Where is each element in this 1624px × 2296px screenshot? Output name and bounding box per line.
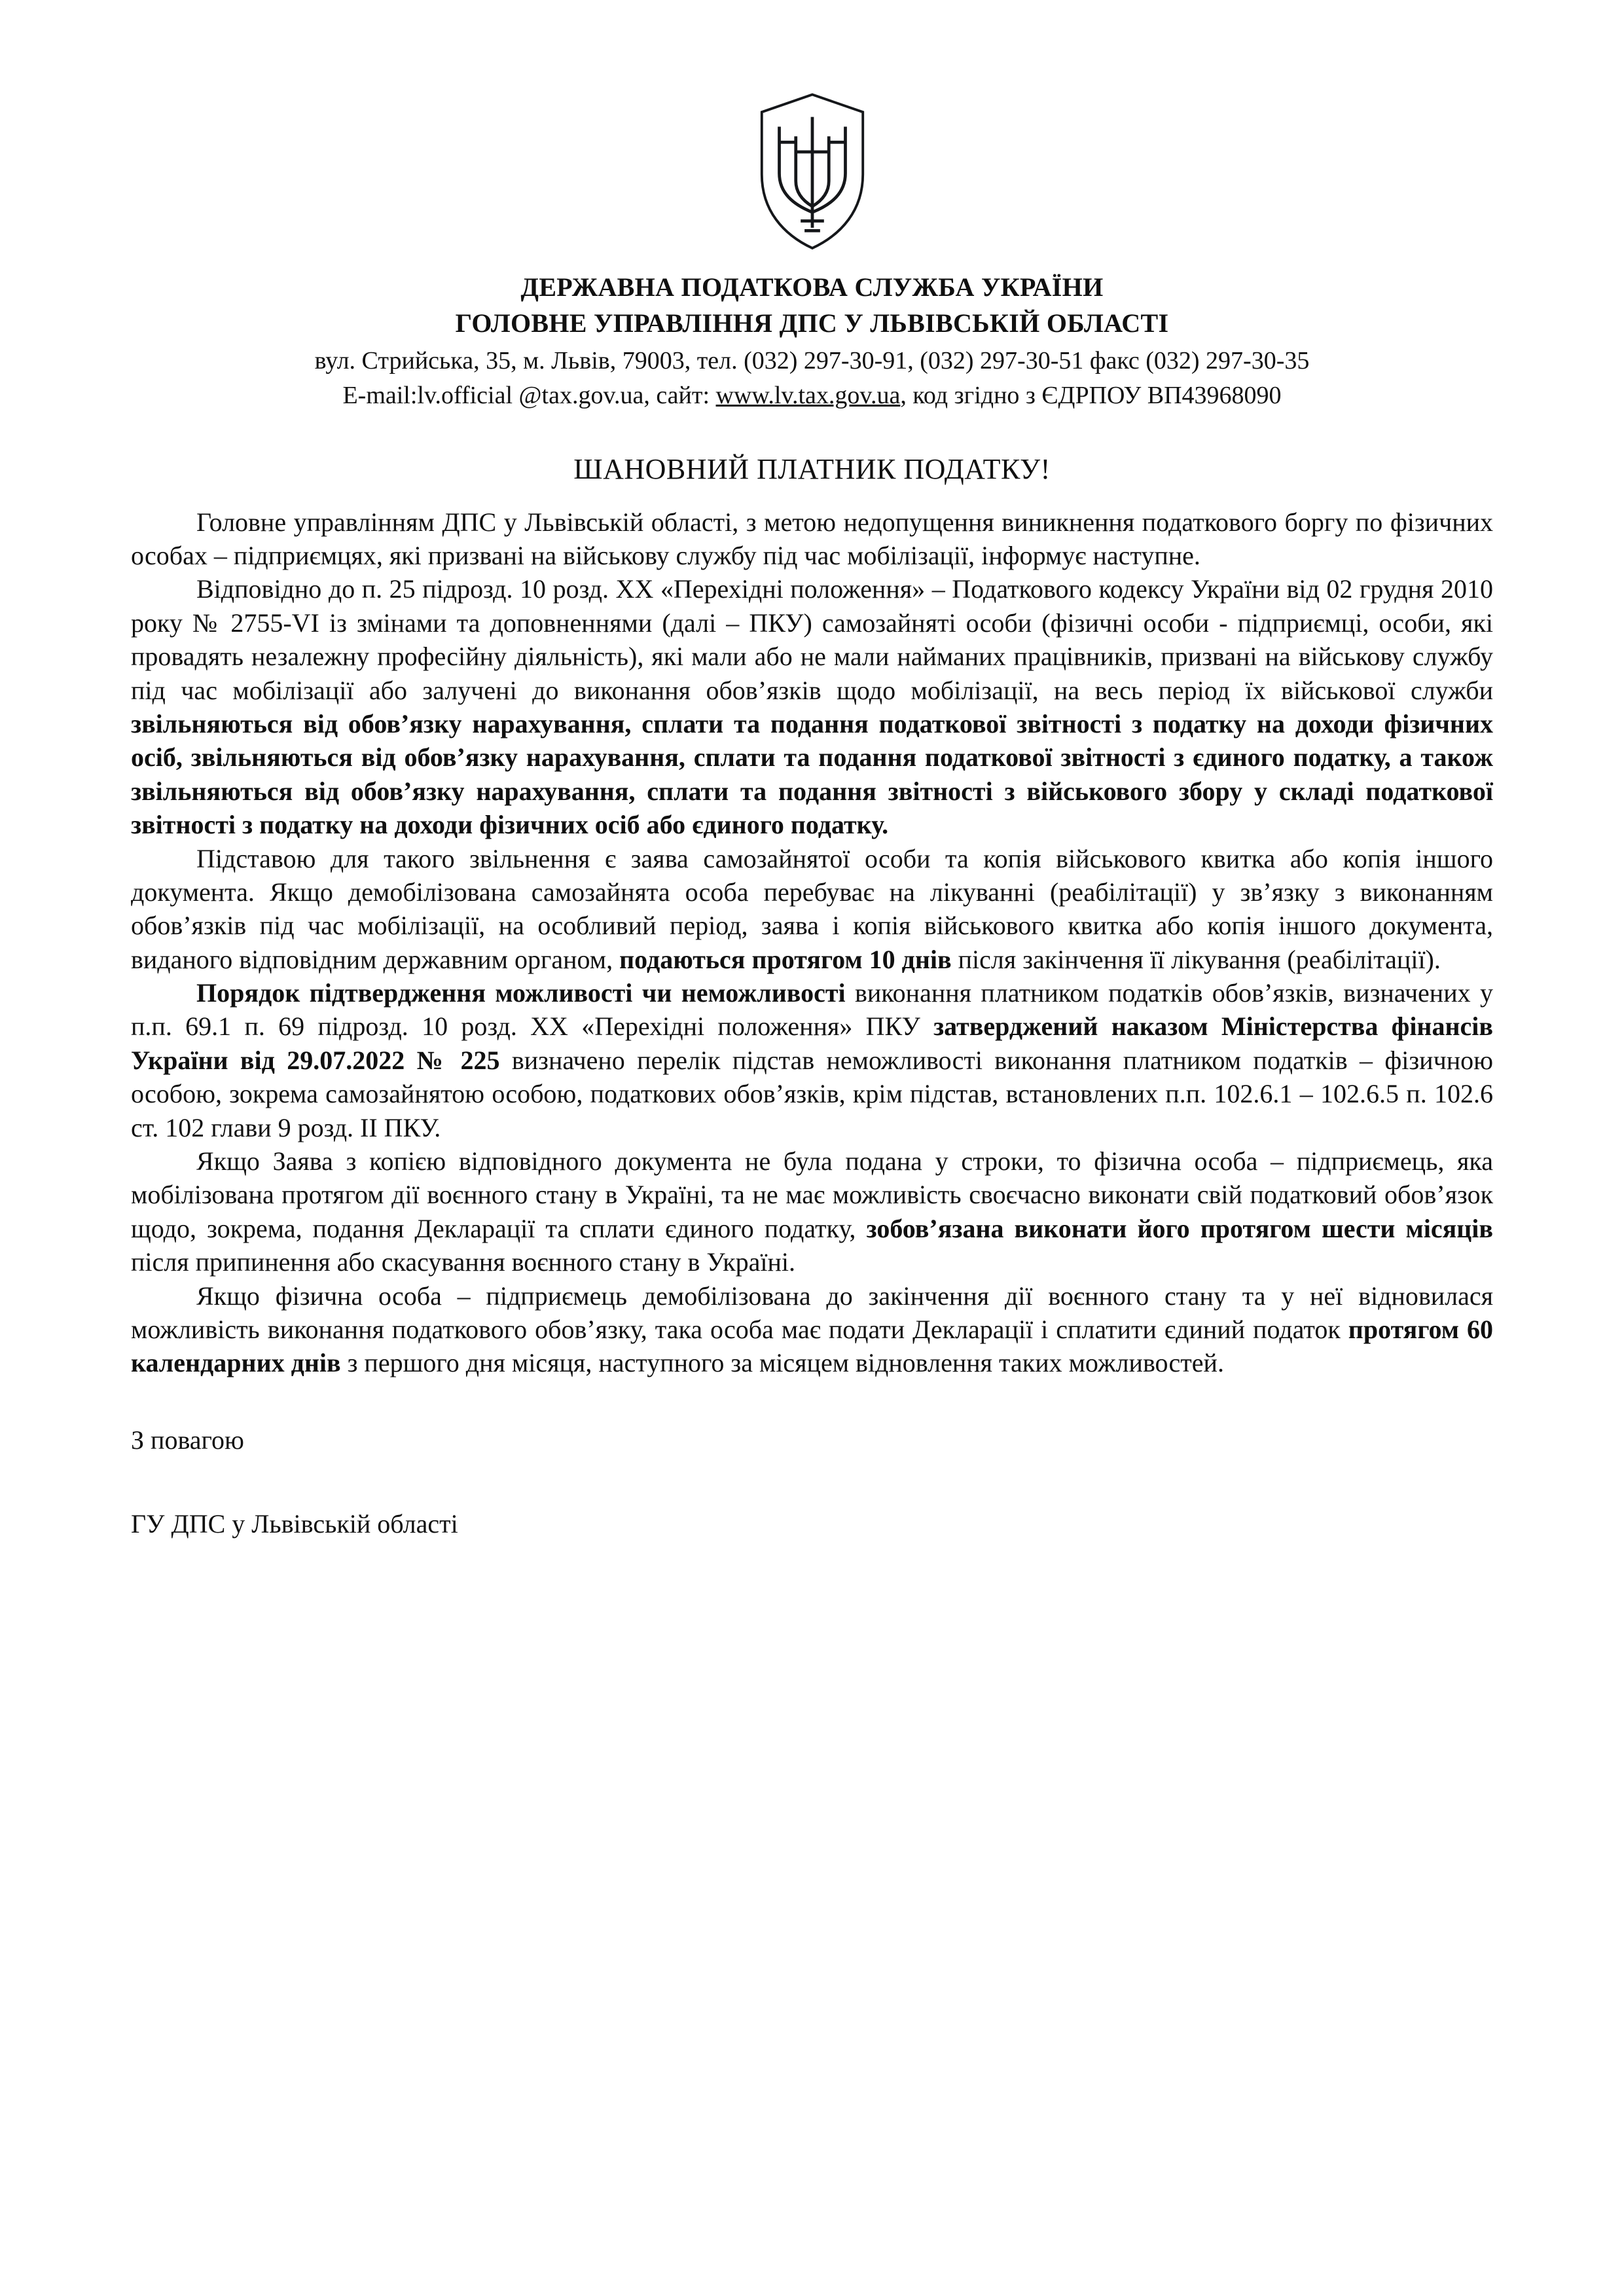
paragraph-6-bold: протягом 60 календарних днів [131, 1315, 1493, 1378]
organization-name-line2: ГОЛОВНЕ УПРАВЛІННЯ ДПС У ЛЬВІВСЬКІЙ ОБЛАСТІ [455, 308, 1169, 338]
closing-block [131, 1423, 1493, 1541]
paragraph-3-bold: подаються протягом 10 днів [619, 944, 952, 974]
paragraph-5-text-a: Якщо Заява з копією відповідного документа не була подана у строки, то фізична особа – підприємець, яка мобілізована протягом дії воєнного стану в Україні, та не має можливість своєчасно виконати свій податковий обов’язок щодо, зокрема, подання Декларації та сплати єдиного податку, [131, 1146, 1493, 1243]
paragraph-1 [131, 505, 1493, 573]
paragraph-2 [131, 572, 1493, 841]
letter-body [131, 505, 1493, 1380]
signature-line: ГУ ДПС у Львівській області [131, 1508, 458, 1539]
paragraph-3 [131, 842, 1493, 977]
paragraph-4-bold-2: затверджений наказом Міністерства фінансів України від 29.07.2022 № 225 [131, 1011, 1493, 1075]
paragraph-2-bold: звільняються від обов’язку нарахування, сплати та подання податкової звітності з податку на доходи фізичних осіб, звільняються від обов’язку нарахування, сплати та подання податкової звітності з єдиного податку, а також звільняються від обов’язку нарахування, сплати та подання звітності з військового збору у складі податкової звітності з податку на доходи фізичних осіб або єдиного податку. [131, 708, 1493, 840]
paragraph-5-bold: зобов’язана виконати його протягом шести місяців [866, 1213, 1494, 1243]
paragraph-1-text: Головне управлінням ДПС у Львівській області, з метою недопущення виникнення податкового боргу по фізичних особах – підприємцях, які призвані на військову службу під час мобілізації, інформує наступне. [131, 507, 1493, 571]
paragraph-5-text-b: після припинення або скасування воєнного стану в Україні. [131, 1247, 796, 1277]
website-link[interactable]: www.lv.tax.gov.ua [715, 382, 901, 409]
paragraph-3-text-b: після закінчення її лікування (реабілітації). [951, 944, 1441, 974]
salutation-heading: ШАНОВНИЙ ПЛАТНИК ПОДАТКУ! [573, 452, 1051, 485]
paragraph-4-text-a: виконання платником податків обов’язків, визначених у п.п. 69.1 п. 69 підрозд. 10 розд. XX «Перехідні положення» ПКУ [131, 978, 1493, 1042]
email-label: E-mail:lv.official @tax.gov.ua, сайт: [342, 382, 716, 409]
paragraph-6 [131, 1279, 1493, 1380]
regards-line: З повагою [131, 1425, 244, 1455]
paragraph-4 [131, 976, 1493, 1144]
paragraph-6-text-a: Якщо фізична особа – підприємець демобілізована до закінчення дії воєнного стану та у неї відновилася можливість виконання податкового обов’язку, така особа має подати Декларації і сплатити єдиний податок [131, 1281, 1493, 1344]
paragraph-2-text: Відповідно до п. 25 підрозд. 10 розд. XX «Перехідні положення» – Податкового кодексу України від 02 грудня 2010 року № 2755-VI із змінами та доповненнями (далі – ПКУ) самозайняті особи (фізичні особи - підприємці, особи, які провадять незалежну професійну діяльність), які мали або не мали найманих працівників, призвані на військову службу під час мобілізації або залучені до виконання обов’язків щодо мобілізації, на весь період їх військової служби [131, 574, 1493, 705]
letterhead [131, 270, 1493, 412]
paragraph-3-text-a: Підставою для такого звільнення є заява самозайнятої особи та копія військового квитка або копія іншого документа. Якщо демобілізована самозайнята особа перебуває на лікуванні (реабілітації) у зв’язку з виконанням обов’язків під час мобілізації, на особливий період, заява і копія військового квитка або копія іншого документа, виданого відповідним державним органом, [131, 843, 1493, 974]
paragraph-4-text-b: визначено перелік підстав неможливості виконання платником податків – фізичною особою, зокрема самозайнятою особою, податкових обов’язків, крім підстав, встановлених п.п. 102.6.1 – 102.6.5 п. 102.6 ст. 102 глави 9 розд. II ПКУ. [131, 1045, 1493, 1142]
trident-coat-of-arms-icon [753, 92, 871, 252]
paragraph-4-bold-1: Порядок підтвердження можливості чи неможливості [196, 978, 846, 1008]
organization-name-line1: ДЕРЖАВНА ПОДАТКОВА СЛУЖБА УКРАЇНИ [520, 272, 1104, 302]
edrpou-code: , код згідно з ЄДРПОУ ВП43968090 [900, 382, 1282, 409]
address-line: вул. Стрийська, 35, м. Львів, 79003, тел. (032) 297-30-91, (032) 297-30-51 факс (032) 297-30-35 [314, 347, 1310, 375]
paragraph-5 [131, 1144, 1493, 1279]
coat-of-arms-emblem-container [131, 92, 1493, 252]
paragraph-6-text-b: з першого дня місяця, наступного за місяцем відновлення таких можливостей. [340, 1348, 1224, 1378]
contacts-line [131, 380, 1493, 412]
